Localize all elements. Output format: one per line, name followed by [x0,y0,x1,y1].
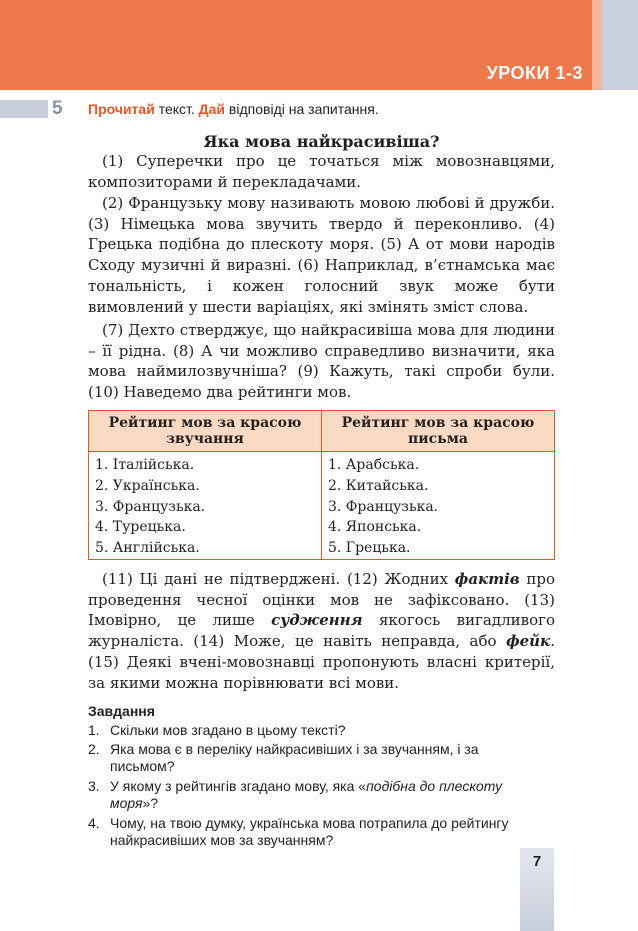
paragraph-4-text: (11) Ці дані не підтверджені. (12) Жодних [102,570,455,588]
table-column-writing [322,452,554,559]
paragraph-4-text: . (15) Деякі вчені-мовознавці пропонують власні критерії, за якими можна порівнювати всі мови. [88,632,555,692]
exercise-instruction [88,101,379,117]
term-facts: фактів [454,570,520,588]
paragraph-4-text: якогось вигадливого журналіста. (14) Може, це навіть неправда, або [88,611,555,651]
paragraph-4 [88,569,555,693]
instruction-verb-read: Прочитай [88,101,155,117]
task-text: Скільки мов згадано в цьому тексті? [110,722,346,738]
instruction-verb-give: Дай [198,101,226,117]
paragraph-1: (1) Суперечки про це точаться між мовознавцями, композиторами й перекладачами. [88,152,555,191]
paragraph-4-text: про проведення чесної оцінки мов не зафіксовано. (13) Імовірно, це лише [88,570,555,630]
text-title: Яка мова найкрасивіша? [203,132,440,151]
task-text-part: »? [142,795,159,811]
table-header-row [89,411,554,452]
header-side-tab [602,0,638,90]
instruction-text-end: відповіді на запитання. [225,101,379,117]
exercise-number: 5 [52,98,63,119]
header-stripe [592,0,602,90]
task-text [88,778,528,812]
paragraph-3: (7) Дехто стверджує, що найкрасивіша мова для людини – її рідна. (8) А чи можливо справедливо визначити, яка мова наймилозвучніша? (9) Кажуть, такі спроби були. (10) Наведемо два рейтинги мов. [88,321,555,402]
task-number: 4. [88,815,100,831]
table-cell: 1. Арабська. [328,457,420,473]
table-cell: 4. Японська. [328,519,422,536]
table-body [89,452,554,559]
term-judgement: судження [271,611,363,630]
task-item [88,778,528,812]
table-cell: 2. Китайська. [328,477,429,494]
task-number: 1. [88,722,100,738]
table-cell: 5. Англійська. [95,540,200,557]
table-cell: 5. Грецька. [328,540,411,557]
lesson-title: УРОКИ 1-3 [486,63,583,83]
task-item [88,722,528,739]
table-header-writing: Рейтинг мов за красою письма [341,415,535,447]
table-cell: 4. Турецька. [95,519,186,536]
term-fake: фейк [506,632,551,651]
table-column-sound [89,452,322,559]
task-quote: подібна до плескоту моря [110,778,503,811]
ratings-table [88,410,555,560]
task-number: 2. [88,741,100,757]
exercise-marker-bar [0,100,48,118]
tasks-heading: Завдання [88,703,155,719]
table-cell: 1. Італійська. [95,457,195,473]
instruction-text: текст. [154,101,199,117]
table-header-sound: Рейтинг мов за красою звучання [89,411,322,451]
task-number: 3. [88,778,100,794]
task-item [88,815,528,849]
page-number: 7 [532,853,542,870]
task-text: Чому, на твою думку, українська мова потрапила до рейтингу найкрасивіших мов за звучанням? [110,815,509,848]
paragraph-2: (2) Французьку мову називають мовою любові й дружби. (3) Німецька мова звучить твердо й переконливо. (4) Грецька подібна до плескоту моря. (5) А от мови народів Сходу музичні й виразні. (6) Наприклад, в’єтнамська має тональність, і кожен голосний звук може бути вимовлений у шести варіаціях, які змінять зміст слова. [88,194,555,316]
task-text-part: У якому з рейтингів згадано мову, яка « [110,778,367,794]
table-cell: 3. Французька. [95,498,206,515]
table-cell: 3. Французька. [328,498,439,515]
table-cell: 2. Українська. [95,477,200,494]
task-text: Яка мова є в переліку найкрасивіших і за звучанням, і за письмом? [110,741,479,774]
task-item [88,741,528,775]
